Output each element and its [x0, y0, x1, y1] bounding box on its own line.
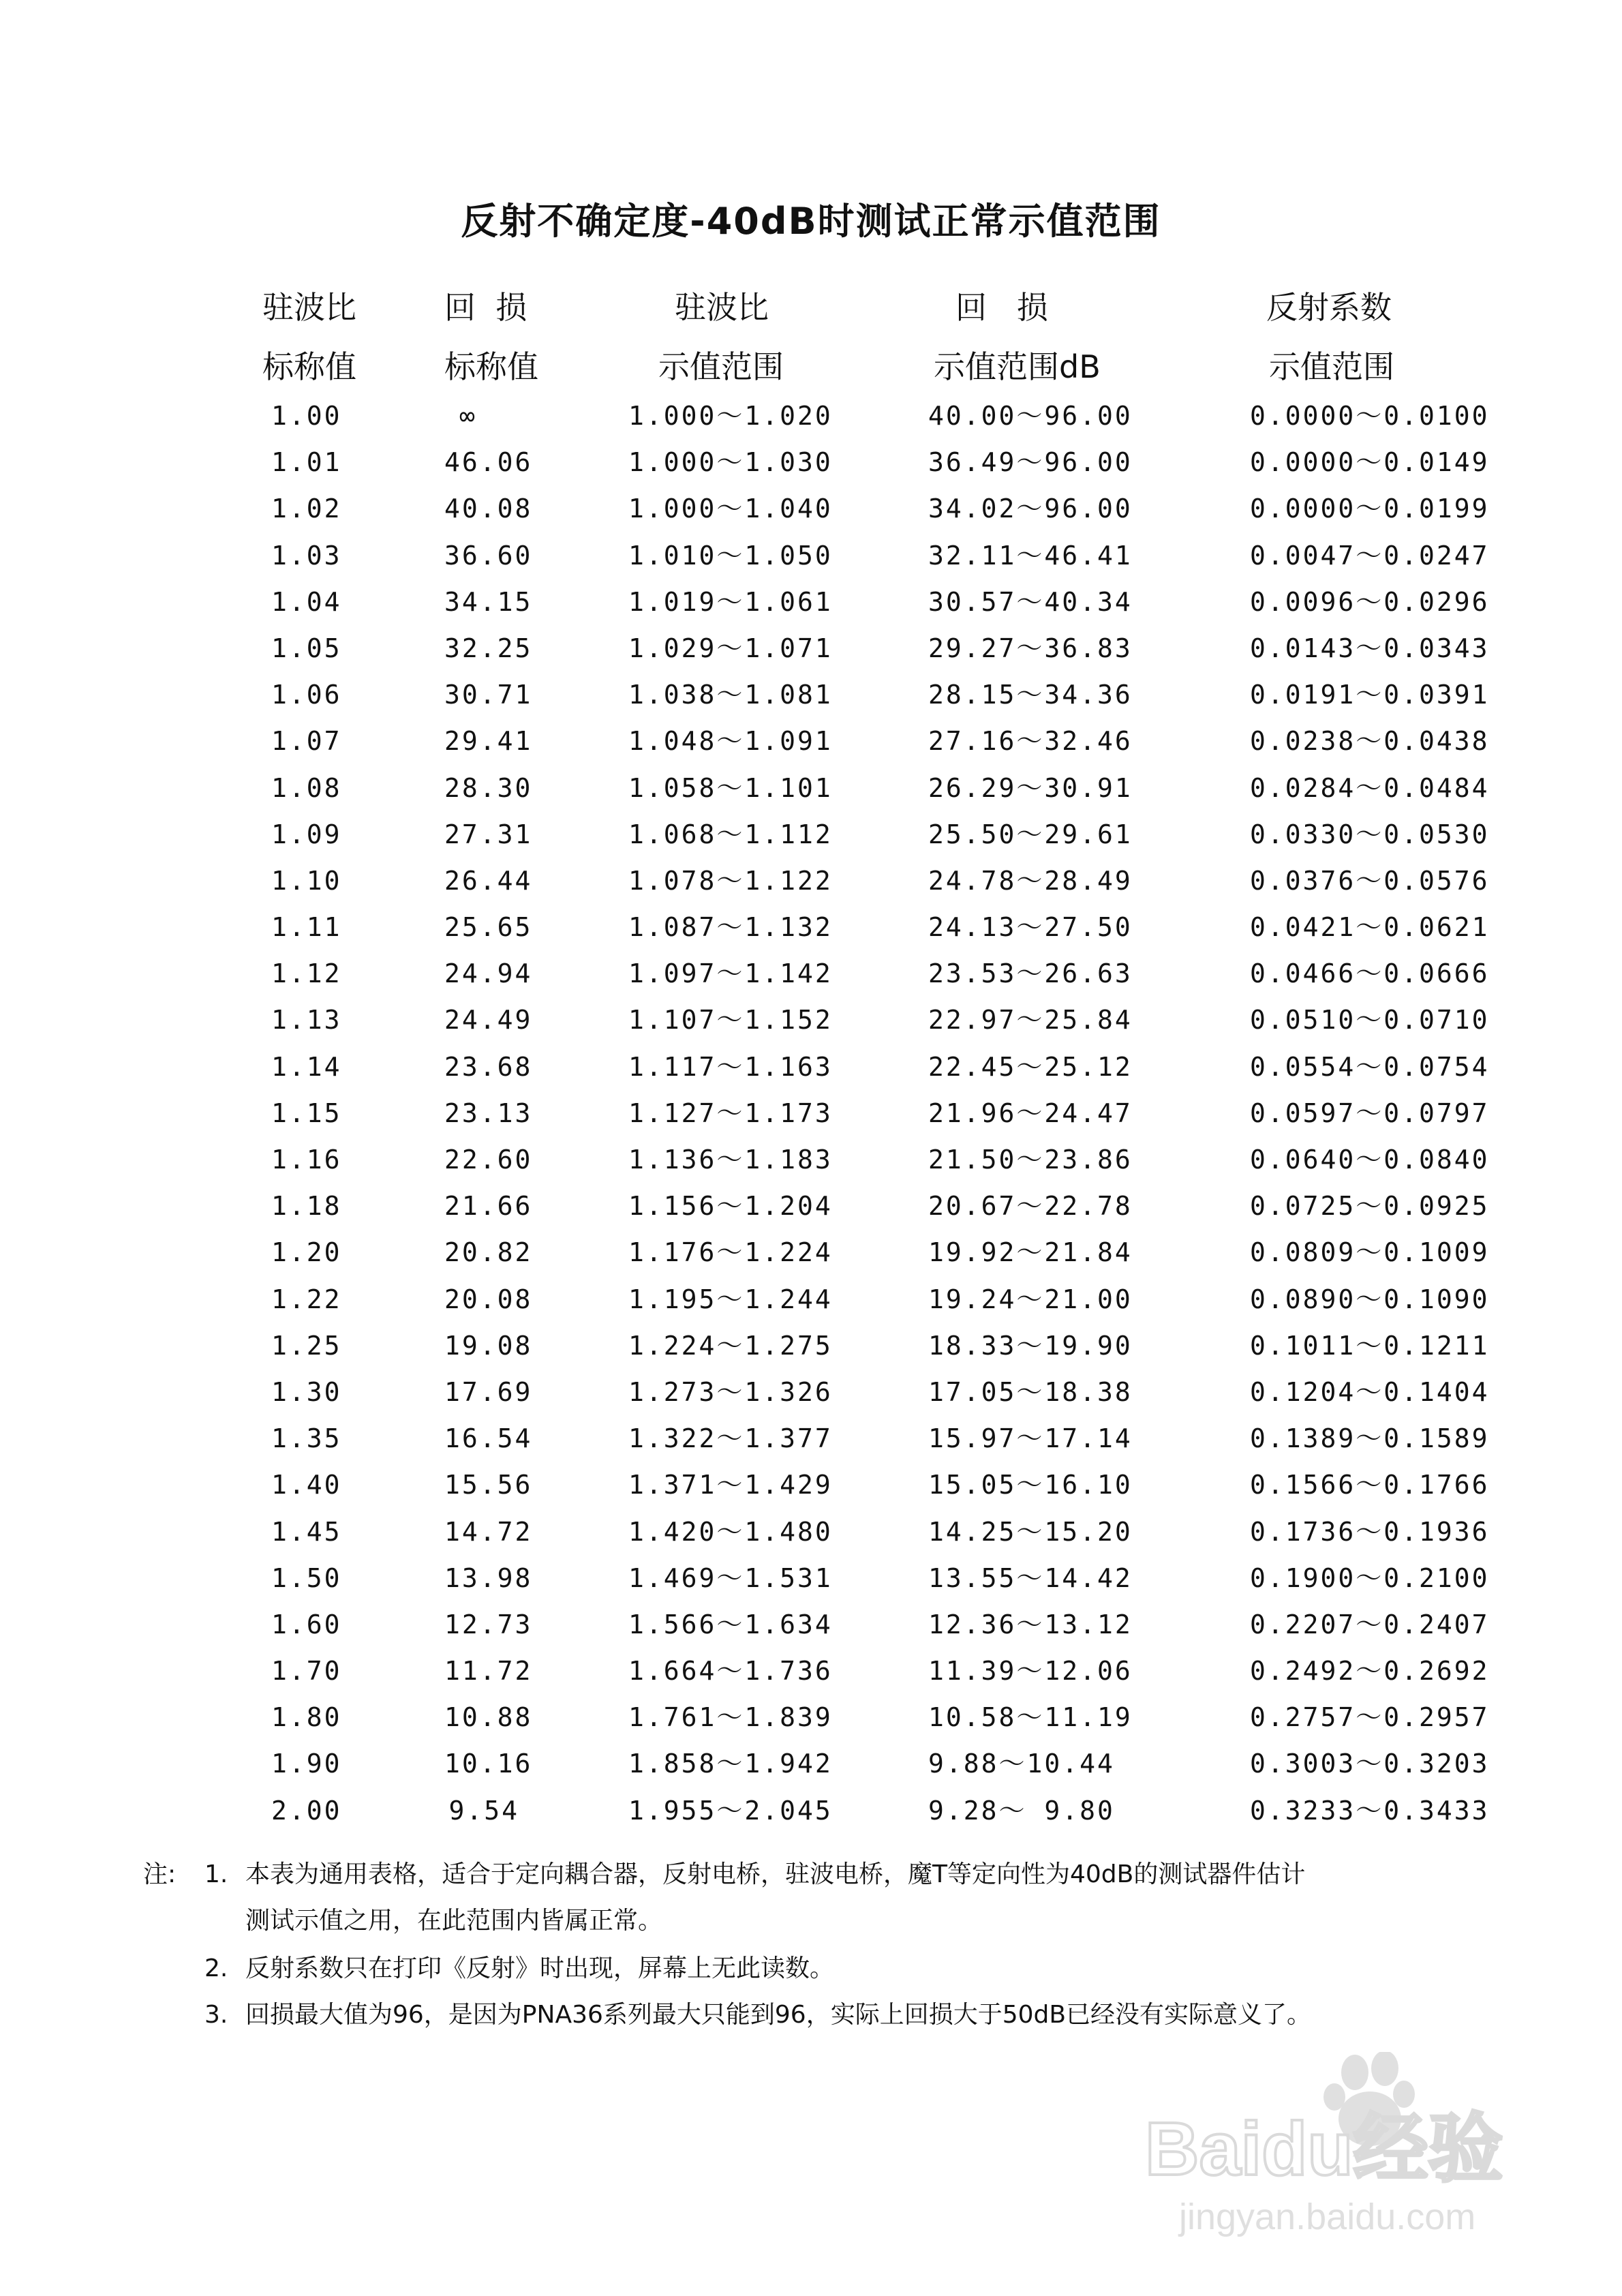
cell-return-loss-range: 32.11～46.41: [928, 540, 1133, 571]
cell-vswr-range: 1.078～1.122: [628, 865, 833, 896]
table-row: [0, 535, 1622, 581]
cell-return-loss-nominal: 11.72: [444, 1656, 533, 1687]
cell-return-loss-nominal: 23.68: [444, 1051, 533, 1082]
table-row: [0, 768, 1622, 814]
cell-vswr-range: 1.195～1.244: [628, 1284, 833, 1314]
cell-reflection-coef-range: 0.0191～0.0391: [1250, 680, 1490, 710]
cell-return-loss-range: 25.50～29.61: [928, 819, 1133, 849]
cell-return-loss-range: 18.33～19.90: [928, 1330, 1133, 1361]
cell-vswr-nominal: 1.08: [271, 772, 342, 803]
cell-return-loss-range: 36.49～96.00: [928, 447, 1133, 478]
table-row: [0, 1464, 1622, 1511]
cell-return-loss-nominal: 12.73: [444, 1609, 533, 1640]
cell-reflection-coef-range: 0.0284～0.0484: [1250, 772, 1490, 803]
note-3-number: 3.: [204, 2001, 228, 2029]
cell-vswr-range: 1.224～1.275: [628, 1330, 833, 1361]
cell-vswr-nominal: 1.25: [271, 1330, 342, 1361]
table-row: [0, 1139, 1622, 1185]
note-3: 回损最大值为96，是因为PNA36系列最大只能到96，实际上回损大于50dB已经没有实际意义了。: [245, 2001, 1312, 2029]
cell-reflection-coef-range: 0.0376～0.0576: [1250, 865, 1490, 896]
cell-return-loss-range: 23.53～26.63: [928, 958, 1133, 989]
cell-return-loss-nominal: 10.16: [444, 1749, 533, 1779]
cell-reflection-coef-range: 0.1389～0.1589: [1250, 1423, 1490, 1454]
cell-vswr-range: 1.000～1.020: [628, 401, 833, 431]
cell-vswr-range: 1.000～1.040: [628, 494, 833, 524]
cell-vswr-nominal: 1.20: [271, 1237, 342, 1268]
cell-vswr-nominal: 1.01: [271, 447, 342, 478]
cell-vswr-range: 1.322～1.377: [628, 1423, 833, 1454]
table-row: [0, 628, 1622, 674]
cell-return-loss-nominal: 16.54: [444, 1423, 533, 1454]
baidu-watermark: [1118, 2052, 1581, 2256]
cell-vswr-range: 1.156～1.204: [628, 1191, 833, 1222]
cell-reflection-coef-range: 0.0597～0.0797: [1250, 1098, 1490, 1128]
table-row: [0, 1418, 1622, 1464]
cell-return-loss-nominal: 24.94: [444, 958, 533, 989]
cell-return-loss-range: 12.36～13.12: [928, 1609, 1133, 1640]
cell-return-loss-range: 9.88～10.44: [928, 1749, 1115, 1779]
table-row: [0, 721, 1622, 767]
cell-return-loss-range: 22.45～25.12: [928, 1051, 1133, 1082]
cell-return-loss-range: 27.16～32.46: [928, 726, 1133, 757]
cell-return-loss-nominal: 28.30: [444, 772, 533, 803]
cell-reflection-coef-range: 0.0000～0.0149: [1250, 447, 1490, 478]
cell-vswr-range: 1.038～1.081: [628, 680, 833, 710]
cell-vswr-nominal: 1.60: [271, 1609, 342, 1640]
note-2-number: 2.: [204, 1954, 228, 1982]
cell-reflection-coef-range: 0.1204～0.1404: [1250, 1376, 1490, 1407]
cell-reflection-coef-range: 0.2492～0.2692: [1250, 1656, 1490, 1687]
cell-vswr-nominal: 1.15: [271, 1098, 342, 1128]
cell-reflection-coef-range: 0.0466～0.0666: [1250, 958, 1490, 989]
table-row: [0, 953, 1622, 999]
cell-reflection-coef-range: 0.0330～0.0530: [1250, 819, 1490, 849]
cell-return-loss-range: 17.05～18.38: [928, 1376, 1133, 1407]
cell-vswr-nominal: 2.00: [271, 1795, 342, 1826]
cell-vswr-nominal: 1.11: [271, 912, 342, 943]
cell-reflection-coef-range: 0.0421～0.0621: [1250, 912, 1490, 943]
cell-reflection-coef-range: 0.0640～0.0840: [1250, 1145, 1490, 1175]
cell-vswr-nominal: 1.35: [271, 1423, 342, 1454]
cell-return-loss-nominal: 22.60: [444, 1145, 533, 1175]
header-col4-line2: 示值范围dB: [934, 348, 1101, 385]
table-row: [0, 860, 1622, 907]
cell-vswr-nominal: 1.14: [271, 1051, 342, 1082]
note-1-line2: 测试示值之用，在此范围内皆属正常。: [245, 1907, 663, 1935]
note-2: 反射系数只在打印《反射》时出现，屏幕上无此读数。: [245, 1954, 835, 1982]
cell-reflection-coef-range: 0.3233～0.3433: [1250, 1795, 1490, 1826]
cell-vswr-range: 1.761～1.839: [628, 1702, 833, 1733]
cell-reflection-coef-range: 0.3003～0.3203: [1250, 1749, 1490, 1779]
cell-vswr-nominal: 1.04: [271, 586, 342, 617]
cell-return-loss-nominal: 14.72: [444, 1516, 533, 1547]
table-row: [0, 1046, 1622, 1093]
cell-return-loss-nominal: ∞: [459, 401, 477, 431]
cell-return-loss-range: 20.67～22.78: [928, 1191, 1133, 1222]
cell-reflection-coef-range: 0.0096～0.0296: [1250, 586, 1490, 617]
cell-vswr-nominal: 1.12: [271, 958, 342, 989]
cell-return-loss-range: 26.29～30.91: [928, 772, 1133, 803]
table-row: [0, 1372, 1622, 1418]
cell-reflection-coef-range: 0.0725～0.0925: [1250, 1191, 1490, 1222]
cell-vswr-nominal: 1.13: [271, 1005, 342, 1036]
cell-return-loss-range: 10.58～11.19: [928, 1702, 1133, 1733]
cell-return-loss-range: 19.24～21.00: [928, 1284, 1133, 1314]
cell-vswr-nominal: 1.10: [271, 865, 342, 896]
table-row: [0, 907, 1622, 953]
cell-reflection-coef-range: 0.0238～0.0438: [1250, 726, 1490, 757]
cell-vswr-range: 1.117～1.163: [628, 1051, 833, 1082]
table-row: [0, 1093, 1622, 1139]
cell-return-loss-range: 24.13～27.50: [928, 912, 1133, 943]
table-row: [0, 581, 1622, 628]
cell-return-loss-range: 30.57～40.34: [928, 586, 1133, 617]
table-row: [0, 395, 1622, 442]
cell-reflection-coef-range: 0.2757～0.2957: [1250, 1702, 1490, 1733]
cell-vswr-range: 1.858～1.942: [628, 1749, 833, 1779]
cell-reflection-coef-range: 0.0000～0.0199: [1250, 494, 1490, 524]
cell-return-loss-nominal: 40.08: [444, 494, 533, 524]
table-row: [0, 814, 1622, 860]
cell-vswr-range: 1.107～1.152: [628, 1005, 833, 1036]
table-row: [0, 1511, 1622, 1558]
cell-return-loss-nominal: 19.08: [444, 1330, 533, 1361]
cell-vswr-nominal: 1.22: [271, 1284, 342, 1314]
watermark-brand: Baidu经验: [1145, 2107, 1503, 2191]
cell-vswr-range: 1.127～1.173: [628, 1098, 833, 1128]
cell-vswr-nominal: 1.00: [271, 401, 342, 431]
cell-vswr-nominal: 1.90: [271, 1749, 342, 1779]
table-row: [0, 1325, 1622, 1372]
cell-return-loss-range: 24.78～28.49: [928, 865, 1133, 896]
cell-vswr-range: 1.048～1.091: [628, 726, 833, 757]
table-row: [0, 1279, 1622, 1325]
cell-return-loss-nominal: 13.98: [444, 1562, 533, 1593]
cell-return-loss-range: 28.15～34.36: [928, 680, 1133, 710]
cell-return-loss-nominal: 30.71: [444, 680, 533, 710]
header-col3-line1: 驻波比: [675, 289, 769, 326]
cell-vswr-range: 1.029～1.071: [628, 633, 833, 663]
cell-reflection-coef-range: 0.1566～0.1766: [1250, 1470, 1490, 1500]
table-row: [0, 999, 1622, 1046]
cell-vswr-nominal: 1.45: [271, 1516, 342, 1547]
header-col2-line1: 回 损: [444, 289, 527, 326]
cell-reflection-coef-range: 0.1900～0.2100: [1250, 1562, 1490, 1593]
cell-vswr-nominal: 1.40: [271, 1470, 342, 1500]
cell-vswr-range: 1.176～1.224: [628, 1237, 833, 1268]
cell-return-loss-nominal: 20.08: [444, 1284, 533, 1314]
cell-reflection-coef-range: 0.0890～0.1090: [1250, 1284, 1490, 1314]
header-col3-line2: 示值范围: [658, 348, 784, 385]
cell-vswr-nominal: 1.18: [271, 1191, 342, 1222]
cell-reflection-coef-range: 0.0143～0.0343: [1250, 633, 1490, 663]
table-row: [0, 1558, 1622, 1604]
cell-return-loss-range: 22.97～25.84: [928, 1005, 1133, 1036]
table-row: [0, 1650, 1622, 1697]
cell-vswr-nominal: 1.02: [271, 494, 342, 524]
cell-return-loss-range: 21.96～24.47: [928, 1098, 1133, 1128]
cell-vswr-nominal: 1.07: [271, 726, 342, 757]
cell-return-loss-range: 15.05～16.10: [928, 1470, 1133, 1500]
cell-vswr-range: 1.010～1.050: [628, 540, 833, 571]
cell-vswr-range: 1.371～1.429: [628, 1470, 833, 1500]
cell-vswr-nominal: 1.30: [271, 1376, 342, 1407]
table-row: [0, 1697, 1622, 1743]
cell-vswr-range: 1.087～1.132: [628, 912, 833, 943]
cell-return-loss-nominal: 10.88: [444, 1702, 533, 1733]
cell-return-loss-nominal: 32.25: [444, 633, 533, 663]
cell-vswr-nominal: 1.03: [271, 540, 342, 571]
cell-return-loss-range: 29.27～36.83: [928, 633, 1133, 663]
cell-return-loss-nominal: 24.49: [444, 1005, 533, 1036]
cell-return-loss-nominal: 9.54: [448, 1795, 519, 1826]
cell-vswr-range: 1.097～1.142: [628, 958, 833, 989]
table-row: [0, 1232, 1622, 1278]
cell-vswr-range: 1.566～1.634: [628, 1609, 833, 1640]
cell-return-loss-nominal: 25.65: [444, 912, 533, 943]
cell-return-loss-nominal: 27.31: [444, 819, 533, 849]
cell-vswr-nominal: 1.16: [271, 1145, 342, 1175]
cell-return-loss-nominal: 29.41: [444, 726, 533, 757]
cell-vswr-range: 1.000～1.030: [628, 447, 833, 478]
cell-return-loss-nominal: 20.82: [444, 1237, 533, 1268]
cell-return-loss-nominal: 23.13: [444, 1098, 533, 1128]
table-row: [0, 1185, 1622, 1232]
cell-vswr-nominal: 1.05: [271, 633, 342, 663]
cell-vswr-range: 1.664～1.736: [628, 1656, 833, 1687]
cell-vswr-nominal: 1.09: [271, 819, 342, 849]
cell-vswr-nominal: 1.50: [271, 1562, 342, 1593]
cell-return-loss-range: 13.55～14.42: [928, 1562, 1133, 1593]
cell-vswr-range: 1.058～1.101: [628, 772, 833, 803]
data-table: [0, 395, 1622, 1837]
cell-vswr-range: 1.420～1.480: [628, 1516, 833, 1547]
cell-return-loss-nominal: 17.69: [444, 1376, 533, 1407]
note-1-number: 1.: [204, 1860, 228, 1888]
cell-vswr-nominal: 1.70: [271, 1656, 342, 1687]
header-col5-line2: 示值范围: [1269, 348, 1394, 385]
cell-return-loss-nominal: 15.56: [444, 1470, 533, 1500]
header-col1-line1: 驻波比: [262, 289, 356, 326]
cell-reflection-coef-range: 0.0000～0.0100: [1250, 401, 1490, 431]
header-col5-line1: 反射系数: [1266, 289, 1392, 326]
cell-return-loss-nominal: 26.44: [444, 865, 533, 896]
page-title: 反射不确定度-40dB时测试正常示值范围: [461, 200, 1161, 243]
table-row: [0, 1743, 1622, 1789]
paw-logo-icon: [1118, 2052, 1581, 2256]
header-col1-line2: 标称值: [262, 348, 356, 385]
table-row: [0, 674, 1622, 721]
table-row: [0, 1790, 1622, 1837]
note-1-line1: 本表为通用表格，适合于定向耦合器，反射电桥，驻波电桥，魔T等定向性为40dB的测试器件估计: [245, 1860, 1306, 1888]
cell-reflection-coef-range: 0.1011～0.1211: [1250, 1330, 1490, 1361]
cell-reflection-coef-range: 0.1736～0.1936: [1250, 1516, 1490, 1547]
cell-reflection-coef-range: 0.0809～0.1009: [1250, 1237, 1490, 1268]
watermark-url: jingyan.baidu.com: [1179, 2196, 1476, 2237]
cell-return-loss-nominal: 34.15: [444, 586, 533, 617]
notes-prefix: 注:: [143, 1860, 177, 1888]
cell-return-loss-range: 14.25～15.20: [928, 1516, 1133, 1547]
cell-reflection-coef-range: 0.0510～0.0710: [1250, 1005, 1490, 1036]
header-col4-line1: 回 损: [955, 289, 1048, 326]
cell-return-loss-range: 40.00～96.00: [928, 401, 1133, 431]
cell-vswr-range: 1.273～1.326: [628, 1376, 833, 1407]
cell-return-loss-nominal: 36.60: [444, 540, 533, 571]
cell-reflection-coef-range: 0.2207～0.2407: [1250, 1609, 1490, 1640]
cell-reflection-coef-range: 0.0554～0.0754: [1250, 1051, 1490, 1082]
cell-return-loss-range: 15.97～17.14: [928, 1423, 1133, 1454]
cell-vswr-range: 1.068～1.112: [628, 819, 833, 849]
cell-vswr-range: 1.019～1.061: [628, 586, 833, 617]
cell-return-loss-range: 9.28～ 9.80: [928, 1795, 1115, 1826]
table-row: [0, 488, 1622, 534]
table-row: [0, 1604, 1622, 1650]
cell-return-loss-range: 11.39～12.06: [928, 1656, 1133, 1687]
cell-return-loss-range: 21.50～23.86: [928, 1145, 1133, 1175]
cell-vswr-range: 1.469～1.531: [628, 1562, 833, 1593]
cell-return-loss-range: 19.92～21.84: [928, 1237, 1133, 1268]
table-row: [0, 442, 1622, 488]
cell-return-loss-nominal: 46.06: [444, 447, 533, 478]
cell-vswr-nominal: 1.80: [271, 1702, 342, 1733]
cell-vswr-range: 1.955～2.045: [628, 1795, 833, 1826]
header-col2-line2: 标称值: [444, 348, 538, 385]
cell-reflection-coef-range: 0.0047～0.0247: [1250, 540, 1490, 571]
cell-vswr-range: 1.136～1.183: [628, 1145, 833, 1175]
cell-return-loss-range: 34.02～96.00: [928, 494, 1133, 524]
cell-return-loss-nominal: 21.66: [444, 1191, 533, 1222]
cell-vswr-nominal: 1.06: [271, 680, 342, 710]
